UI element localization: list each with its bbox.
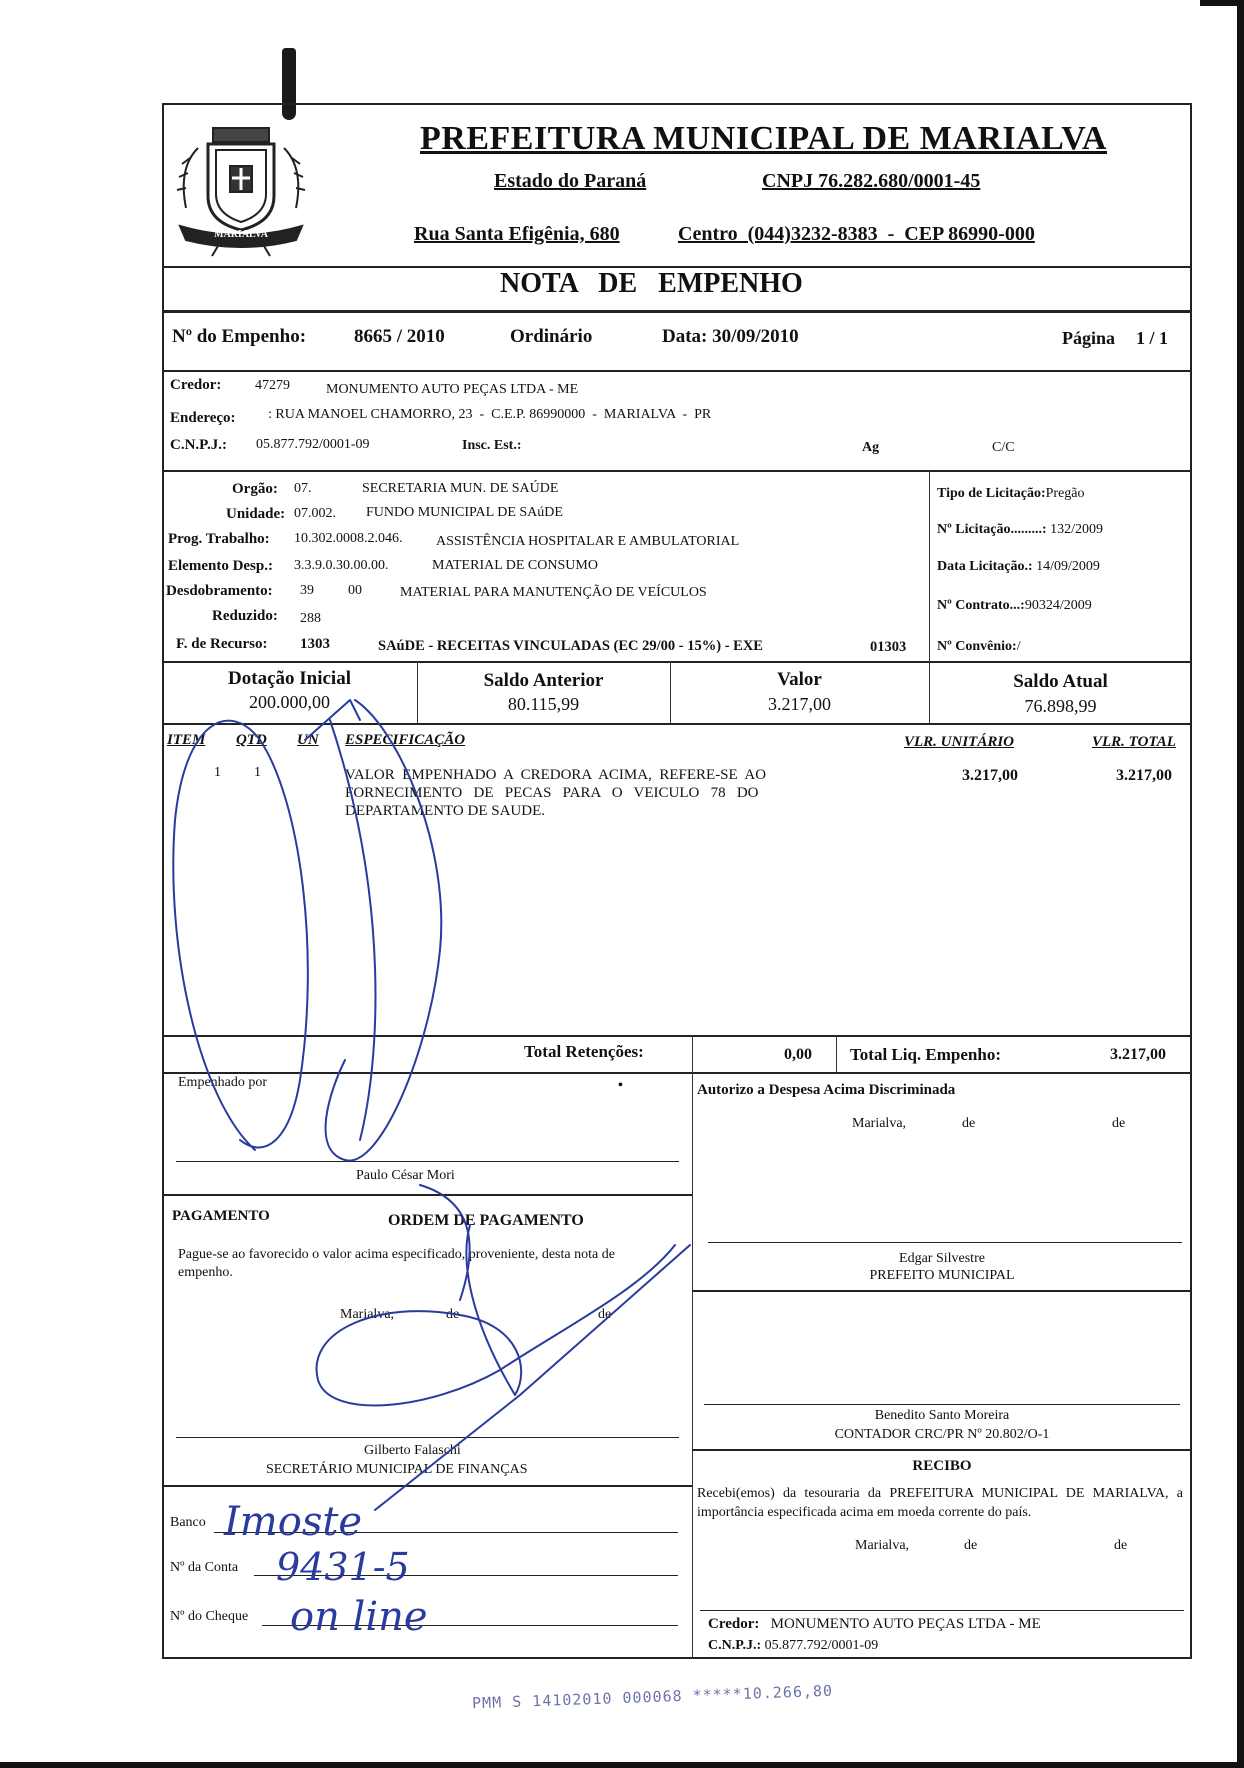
desdobramento-label: Desdobramento: [166, 583, 273, 599]
banco-field-line [214, 1532, 678, 1533]
pagamento-de-1: de [446, 1307, 460, 1322]
footer-stamp: PMM S 14102010 000068 *****10.266,80 [471, 1681, 834, 1713]
recibo-cnpj-label: C.N.P.J.: [708, 1638, 762, 1653]
col-spec: ESPECIFICAÇÃO [345, 732, 466, 748]
divider [162, 1194, 692, 1196]
unidade-label: Unidade: [226, 506, 286, 522]
hand-banco: Imoste [224, 1499, 363, 1545]
recibo-title: RECIBO [912, 1458, 972, 1474]
agency-label: Ag [862, 440, 880, 455]
data-licitacao-label: Data Licitação.: [937, 559, 1033, 574]
header-state: Estado do Paraná [494, 170, 647, 192]
divider [162, 1485, 692, 1487]
empenho-date: Data: 30/09/2010 [662, 326, 799, 347]
row-qtd: 1 [254, 765, 261, 780]
municipal-crest-icon [168, 118, 314, 258]
tipo-licitacao-value: Pregão [1045, 486, 1085, 501]
col-total-value: VLR. TOTAL [1092, 734, 1176, 750]
address-label: Endereço: [170, 410, 236, 426]
reduzido-value: 288 [300, 611, 321, 626]
divider [836, 1035, 837, 1073]
dotacao-value: 200.000,00 [249, 692, 330, 712]
signature-line [704, 1404, 1180, 1405]
empenhado-name: Paulo César Mori [356, 1168, 455, 1183]
recurso-code: 1303 [300, 636, 330, 652]
recurso-code-2: 01303 [870, 639, 907, 655]
orgao-code: 07. [294, 481, 312, 496]
saldo-anterior-value: 80.115,99 [507, 694, 580, 714]
insc-est-label: Insc. Est.: [462, 438, 522, 453]
divider [692, 1072, 693, 1659]
recibo-credor-label: Credor: [708, 1616, 760, 1632]
recibo-marialva: Marialva, [855, 1538, 910, 1553]
pagamento-marialva: Marialva, [340, 1307, 395, 1322]
row-total-value: 3.217,00 [1116, 767, 1172, 784]
valor-value: 3.217,00 [768, 694, 831, 714]
cheque-label: Nº do Cheque [170, 1609, 249, 1624]
conta-label: Nº da Conta [170, 1560, 239, 1575]
divider [692, 1449, 1192, 1451]
row-item: 1 [214, 765, 221, 780]
scan-edge-bottom [0, 1762, 1244, 1768]
empenho-type: Ordinário [510, 326, 593, 347]
pagamento-text: Pague-se ao favorecido o valor acima especificado, proveniente, desta nota de empenho. [178, 1247, 615, 1280]
dotacao-label: Dotação Inicial [228, 668, 351, 689]
scan-edge-top [1200, 0, 1244, 6]
header-cnpj: CNPJ 76.282.680/0001-45 [762, 170, 981, 192]
tipo-licitacao-label: Tipo de Licitação: [937, 486, 1046, 501]
credor-code: 47279 [255, 378, 290, 393]
page-title: PREFEITURA MUNICIPAL DE MARIALVA [420, 120, 1107, 157]
contador-name: Benedito Santo Moreira [874, 1408, 1010, 1423]
banco-label: Banco [170, 1515, 206, 1530]
divider [162, 370, 1192, 372]
row-desc-line1: VALOR EMPENHADO A CREDORA ACIMA, REFERE-SE AO [345, 767, 767, 783]
contrato [937, 598, 1092, 614]
document-title: NOTA DE EMPENHO [500, 268, 803, 299]
signature-line [708, 1242, 1182, 1243]
divider [162, 470, 1192, 472]
recibo-cnpj-value: 05.877.792/0001-09 [764, 1638, 879, 1653]
divider [162, 1072, 1192, 1074]
elemento-name: MATERIAL DE CONSUMO [432, 558, 598, 573]
divider [692, 1290, 1192, 1292]
signature-line [176, 1161, 679, 1162]
valor-label: Valor [777, 669, 822, 690]
prefeito-name: Edgar Silvestre [899, 1251, 985, 1266]
row-unit-value: 3.217,00 [962, 767, 1018, 784]
col-item: ITEM [167, 732, 206, 748]
tipo-licitacao [937, 486, 1085, 502]
divider [929, 470, 930, 662]
recurso-name: SAúDE - RECEITAS VINCULADAS (EC 29/00 - 15%) - EXE [378, 638, 763, 654]
recibo-credor-value: MONUMENTO AUTO PEÇAS LTDA - ME [770, 1616, 1041, 1632]
dot-mark: • [618, 1078, 623, 1093]
divider [162, 661, 1192, 663]
contrato-value: 90324/2009 [1024, 598, 1092, 613]
liquido-label: Total Liq. Empenho: [850, 1045, 1001, 1064]
reduzido-label: Reduzido: [212, 608, 278, 624]
empenho-number: 8665 / 2010 [354, 326, 445, 347]
elemento-code: 3.3.9.0.30.00.00. [294, 558, 389, 573]
autorizo-text: Autorizo a Despesa Acima Discriminada [697, 1082, 956, 1098]
empenhado-label: Empenhado por [178, 1075, 268, 1090]
address-value: : RUA MANOEL CHAMORRO, 23 - C.E.P. 86990000 - MARIALVA - PR [268, 407, 712, 422]
col-qtd: QTD [236, 732, 267, 748]
prog-label: Prog. Trabalho: [168, 531, 270, 547]
divider [162, 310, 1192, 313]
scan-edge-right [1237, 0, 1244, 1768]
signature-line [176, 1437, 679, 1438]
account-label: C/C [992, 440, 1015, 455]
recibo-de-2: de [1114, 1538, 1128, 1553]
conta-field-line [254, 1575, 678, 1576]
contador-title: CONTADOR CRC/PR Nº 20.802/O-1 [834, 1427, 1050, 1442]
numero-licitacao-label: Nº Licitação.........: [937, 522, 1047, 537]
convenio-label: Nº Convênio: [937, 639, 1017, 654]
secretario-title: SECRETÁRIO MUNICIPAL DE FINANÇAS [266, 1462, 528, 1477]
saldo-anterior-label: Saldo Anterior [483, 670, 604, 691]
prefeito-title: PREFEITO MUNICIPAL [869, 1268, 1015, 1283]
saldo-atual-value: 76.898,99 [1024, 696, 1097, 716]
page-number: 1 / 1 [1136, 328, 1169, 348]
cnpj-label: C.N.P.J.: [170, 437, 227, 453]
recurso-label: F. de Recurso: [176, 636, 268, 652]
pagamento-label: PAGAMENTO [172, 1208, 270, 1224]
numero-licitacao [937, 522, 1103, 538]
page-label: Página [1062, 328, 1116, 348]
orgao-label: Orgão: [232, 481, 278, 497]
cheque-field-line [262, 1625, 678, 1626]
pagamento-de-2: de [598, 1307, 612, 1322]
divider [162, 723, 1192, 725]
unidade-code: 07.002. [294, 506, 336, 521]
retencoes-value: 0,00 [784, 1046, 812, 1063]
autorizo-de-2: de [1112, 1116, 1126, 1131]
recibo-text: Recebi(emos) da tesouraria da PREFEITURA MUNICIPAL DE MARIALVA, a importância especificada acima em moeda corrente do país. [697, 1486, 1183, 1520]
header-contact: Centro (044)3232-8383 - CEP 86990-000 [678, 223, 1035, 245]
orgao-name: SECRETARIA MUN. DE SAÚDE [362, 481, 559, 496]
header-street: Rua Santa Efigênia, 680 [414, 223, 620, 245]
autorizo-marialva: Marialva, [852, 1116, 907, 1131]
desdobramento-name: MATERIAL PARA MANUTENÇÃO DE VEÍCULOS [400, 585, 707, 600]
divider [692, 1035, 693, 1073]
divider [162, 1035, 1192, 1037]
secretario-name: Gilberto Falaschi [364, 1443, 461, 1458]
numero-licitacao-value: 132/2009 [1050, 522, 1103, 537]
recibo-cnpj [708, 1638, 878, 1654]
unidade-name: FUNDO MUNICIPAL DE SAúDE [366, 505, 563, 520]
cnpj-value: 05.877.792/0001-09 [256, 437, 370, 452]
hand-cheque: on line [290, 1594, 428, 1640]
prog-name: ASSISTÊNCIA HOSPITALAR E AMBULATORIAL [436, 534, 740, 549]
saldo-atual-label: Saldo Atual [1013, 671, 1108, 692]
prog-code: 10.302.0008.2.046. [294, 531, 403, 546]
convenio-value: / [1016, 639, 1021, 654]
desdobramento-a: 39 [300, 583, 314, 598]
row-desc-line2: FORNECIMENTO DE PECAS PARA O VEICULO 78 DO [345, 785, 759, 801]
recibo-de-1: de [964, 1538, 978, 1553]
retencoes-label: Total Retenções: [524, 1042, 644, 1061]
crest-ribbon-text: MARIALVA [214, 229, 268, 240]
contrato-label: Nº Contrato...: [937, 598, 1025, 613]
recibo-credor [708, 1616, 1041, 1633]
signature-line [700, 1610, 1184, 1611]
row-desc-line3: DEPARTAMENTO DE SAUDE. [345, 803, 545, 819]
hand-conta: 9431-5 [276, 1545, 410, 1589]
data-licitacao [937, 559, 1100, 575]
convenio [937, 639, 1021, 655]
col-un: UN [297, 732, 319, 748]
autorizo-de-1: de [962, 1116, 976, 1131]
elemento-label: Elemento Desp.: [168, 558, 273, 574]
col-unit-value: VLR. UNITÁRIO [904, 734, 1015, 750]
credor-label: Credor: [170, 377, 222, 393]
data-licitacao-value: 14/09/2009 [1036, 559, 1100, 574]
credor-name: MONUMENTO AUTO PEÇAS LTDA - ME [326, 382, 579, 397]
empenho-number-label: Nº do Empenho: [172, 326, 307, 347]
liquido-value: 3.217,00 [1110, 1046, 1166, 1063]
desdobramento-b: 00 [348, 583, 362, 598]
ordem-label: ORDEM DE PAGAMENTO [388, 1212, 584, 1229]
